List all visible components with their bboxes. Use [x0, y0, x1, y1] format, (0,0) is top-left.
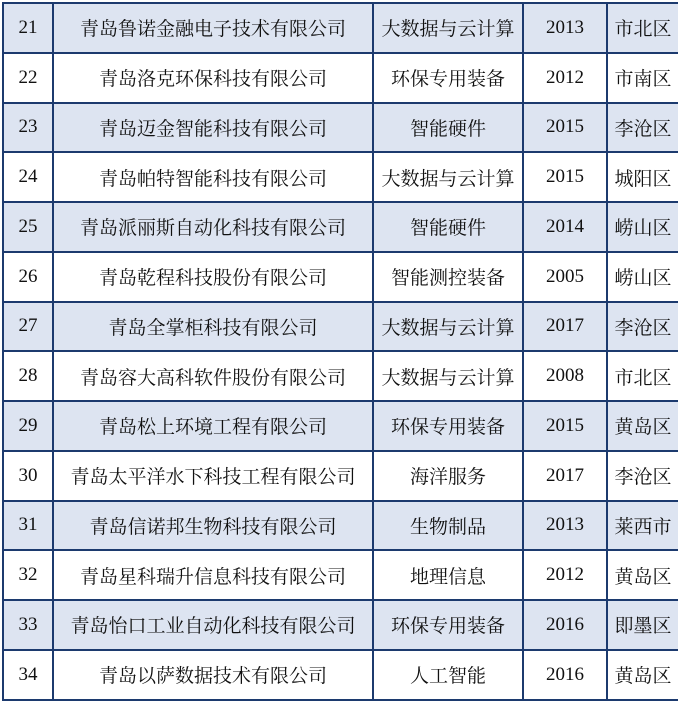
table-body — [3, 3, 678, 700]
industry-cell: 智能硬件 — [373, 202, 523, 252]
row-index-cell: 22 — [3, 53, 53, 103]
founding-year-cell: 2013 — [523, 3, 607, 53]
table-row — [3, 202, 678, 252]
industry-cell: 环保专用装备 — [373, 53, 523, 103]
founding-year-cell: 2005 — [523, 252, 607, 302]
table-row — [3, 501, 678, 551]
row-index-cell: 29 — [3, 401, 53, 451]
district-cell: 李沧区 — [607, 103, 678, 153]
founding-year-cell: 2015 — [523, 152, 607, 202]
row-index-cell: 30 — [3, 451, 53, 501]
table-row — [3, 451, 678, 501]
table-row — [3, 3, 678, 53]
founding-year-cell: 2015 — [523, 401, 607, 451]
district-cell: 李沧区 — [607, 451, 678, 501]
company-name-cell: 青岛以萨数据技术有限公司 — [53, 650, 373, 700]
table-row — [3, 550, 678, 600]
company-name-cell: 青岛派丽斯自动化科技有限公司 — [53, 202, 373, 252]
industry-cell: 地理信息 — [373, 550, 523, 600]
industry-cell: 环保专用装备 — [373, 401, 523, 451]
table-row — [3, 401, 678, 451]
company-name-cell: 青岛乾程科技股份有限公司 — [53, 252, 373, 302]
district-cell: 城阳区 — [607, 152, 678, 202]
table-row — [3, 152, 678, 202]
table-row — [3, 53, 678, 103]
company-name-cell: 青岛帕特智能科技有限公司 — [53, 152, 373, 202]
founding-year-cell: 2012 — [523, 550, 607, 600]
table-row — [3, 351, 678, 401]
row-index-cell: 26 — [3, 252, 53, 302]
row-index-cell: 33 — [3, 600, 53, 650]
founding-year-cell: 2008 — [523, 351, 607, 401]
district-cell: 黄岛区 — [607, 650, 678, 700]
industry-cell: 智能硬件 — [373, 103, 523, 153]
company-table — [2, 2, 678, 701]
industry-cell: 生物制品 — [373, 501, 523, 551]
founding-year-cell: 2015 — [523, 103, 607, 153]
row-index-cell: 34 — [3, 650, 53, 700]
founding-year-cell: 2012 — [523, 53, 607, 103]
company-name-cell: 青岛迈金智能科技有限公司 — [53, 103, 373, 153]
company-name-cell: 青岛星科瑞升信息科技有限公司 — [53, 550, 373, 600]
table-row — [3, 103, 678, 153]
founding-year-cell: 2017 — [523, 302, 607, 352]
industry-cell: 环保专用装备 — [373, 600, 523, 650]
founding-year-cell: 2014 — [523, 202, 607, 252]
industry-cell: 大数据与云计算 — [373, 302, 523, 352]
district-cell: 市北区 — [607, 3, 678, 53]
company-name-cell: 青岛鲁诺金融电子技术有限公司 — [53, 3, 373, 53]
district-cell: 崂山区 — [607, 252, 678, 302]
company-name-cell: 青岛全掌柜科技有限公司 — [53, 302, 373, 352]
district-cell: 市北区 — [607, 351, 678, 401]
row-index-cell: 25 — [3, 202, 53, 252]
row-index-cell: 23 — [3, 103, 53, 153]
founding-year-cell: 2013 — [523, 501, 607, 551]
company-name-cell: 青岛信诺邦生物科技有限公司 — [53, 501, 373, 551]
row-index-cell: 24 — [3, 152, 53, 202]
row-index-cell: 28 — [3, 351, 53, 401]
district-cell: 市南区 — [607, 53, 678, 103]
district-cell: 黄岛区 — [607, 550, 678, 600]
district-cell: 崂山区 — [607, 202, 678, 252]
district-cell: 黄岛区 — [607, 401, 678, 451]
industry-cell: 大数据与云计算 — [373, 152, 523, 202]
row-index-cell: 32 — [3, 550, 53, 600]
industry-cell: 大数据与云计算 — [373, 3, 523, 53]
table-row — [3, 600, 678, 650]
industry-cell: 智能测控装备 — [373, 252, 523, 302]
company-name-cell: 青岛松上环境工程有限公司 — [53, 401, 373, 451]
founding-year-cell: 2017 — [523, 451, 607, 501]
row-index-cell: 31 — [3, 501, 53, 551]
company-name-cell: 青岛太平洋水下科技工程有限公司 — [53, 451, 373, 501]
founding-year-cell: 2016 — [523, 650, 607, 700]
industry-cell: 海洋服务 — [373, 451, 523, 501]
district-cell: 即墨区 — [607, 600, 678, 650]
industry-cell: 人工智能 — [373, 650, 523, 700]
district-cell: 莱西市 — [607, 501, 678, 551]
company-name-cell: 青岛怡口工业自动化科技有限公司 — [53, 600, 373, 650]
table-row — [3, 650, 678, 700]
company-name-cell: 青岛容大高科软件股份有限公司 — [53, 351, 373, 401]
industry-cell: 大数据与云计算 — [373, 351, 523, 401]
row-index-cell: 21 — [3, 3, 53, 53]
district-cell: 李沧区 — [607, 302, 678, 352]
table-row — [3, 302, 678, 352]
company-name-cell: 青岛洛克环保科技有限公司 — [53, 53, 373, 103]
table-row — [3, 252, 678, 302]
row-index-cell: 27 — [3, 302, 53, 352]
founding-year-cell: 2016 — [523, 600, 607, 650]
